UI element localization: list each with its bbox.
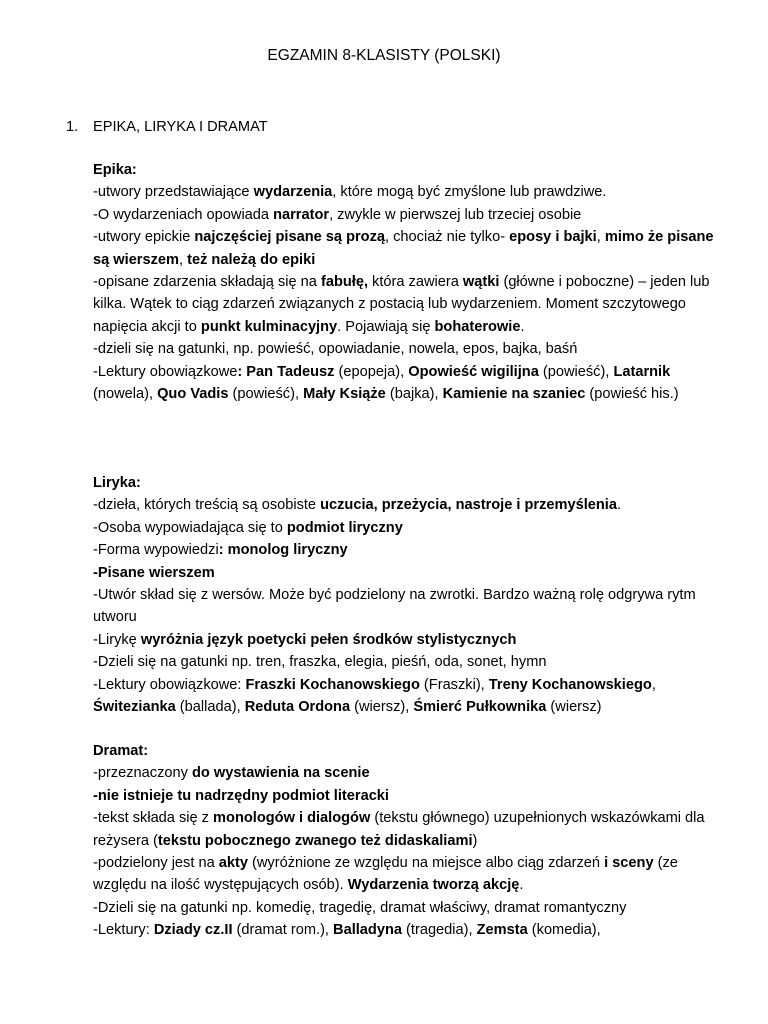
- paragraph-list: [93, 181, 723, 405]
- text-run: (tekstu głównego) uzupełnionych wskazówkami dla reżysera (: [93, 810, 705, 849]
- paragraph: [93, 674, 723, 719]
- bold-text: wyróżnia język poetycki pełen środków stylistycznych: [140, 631, 517, 648]
- section-heading: Dramat:: [93, 743, 149, 759]
- paragraph: [93, 762, 723, 784]
- text-run: (powieść),: [228, 386, 304, 403]
- text-run: -Forma wypowiedzi: [93, 542, 219, 559]
- text-run: -O wydarzeniach opowiada: [93, 206, 274, 223]
- bold-text: też należą do epiki: [187, 251, 316, 268]
- bold-text: wątki: [462, 274, 500, 291]
- text-run: -Dzieli się na gatunki np. tren, fraszka, elegia, pieśń, oda, sonet, hymn: [93, 654, 547, 671]
- paragraph: [93, 204, 723, 226]
- text-run: .: [519, 877, 524, 894]
- text-run: (wiersz),: [350, 699, 414, 716]
- paragraph: [93, 361, 723, 406]
- text-run: -Lektury:: [93, 922, 154, 939]
- text-run: , zwykle w pierwszej lub trzeciej osobie: [329, 206, 582, 223]
- bold-text: punkt kulminacyjny: [200, 318, 338, 335]
- text-run: -utwory przedstawiające: [93, 184, 254, 201]
- paragraph: [93, 562, 723, 584]
- text-run: ,: [179, 251, 188, 268]
- paragraph: [93, 807, 723, 852]
- bold-text: mimo że pisane są wierszem: [93, 229, 714, 268]
- paragraph: [93, 271, 723, 338]
- paragraph: [93, 919, 723, 941]
- paragraph: [93, 584, 723, 629]
- text-run: -dzieli się na gatunki, np. powieść, opowiadanie, nowela, epos, bajka, baśń: [93, 341, 578, 358]
- text-run: .: [520, 318, 525, 335]
- paragraph-list: [93, 762, 723, 941]
- bold-text: : monolog liryczny: [218, 542, 348, 559]
- bold-text: akty: [218, 855, 248, 872]
- text-run: (główne i poboczne) – jeden lub kilka. Wątek to ciąg zdarzeń związanych z postacią lub wydarzeniem. Moment szczytowego napięcia akcji to: [93, 274, 710, 335]
- bold-text: wydarzenia: [253, 184, 333, 201]
- bold-text: monologów i dialogów: [213, 810, 371, 827]
- paragraph: [93, 226, 723, 271]
- paragraph: [93, 494, 723, 516]
- bold-text: bohaterowie: [434, 318, 521, 335]
- text-run: -tekst składa się z: [93, 810, 214, 827]
- bold-text: Reduta Ordona: [244, 699, 351, 716]
- document-title: EGZAMIN 8-KLASISTY (POLSKI): [267, 47, 501, 64]
- text-run: ,: [651, 676, 656, 693]
- text-run: -Utwór skład się z wersów. Może być podzielony na zwrotki. Bardzo ważną rolę odgrywa rytm utworu: [93, 587, 696, 626]
- bold-text: najczęściej pisane są prozą: [194, 229, 386, 246]
- bold-text: Wydarzenia tworzą akcję: [347, 877, 520, 894]
- bold-text: i sceny: [604, 855, 654, 872]
- text-run: -Lirykę: [93, 631, 141, 648]
- bold-text: Dziady cz.II: [153, 922, 233, 939]
- paragraph: [93, 539, 723, 561]
- text-run: (wyróżnione ze względu na miejsce albo ciąg zdarzeń: [247, 855, 605, 872]
- text-run: -Lektury obowiązkowe:: [93, 676, 246, 693]
- text-run: -Dzieli się na gatunki np. komedię, tragedię, dramat właściwy, dramat romantyczny: [93, 899, 627, 916]
- text-run: (epopeja),: [334, 363, 409, 380]
- bold-text: eposy i bajki: [509, 229, 597, 246]
- bold-text: Fraszki Kochanowskiego: [245, 676, 420, 693]
- text-run: -przeznaczony: [93, 765, 192, 782]
- bold-text: Opowieść wigilijna: [408, 363, 539, 380]
- text-run: -podzielony jest na: [93, 855, 219, 872]
- paragraph: [93, 651, 723, 673]
- bold-text: Treny Kochanowskiego: [488, 676, 652, 693]
- text-run: (Fraszki),: [419, 676, 489, 693]
- bold-text: fabułę,: [320, 274, 368, 291]
- section-heading: Liryka:: [93, 475, 141, 491]
- bold-text: -Pisane wierszem: [93, 564, 215, 581]
- text-run: -Lektury obowiązkowe: [93, 363, 238, 380]
- paragraph-list: [93, 494, 723, 718]
- text-run: -Osoba wypowiadająca się to: [93, 519, 287, 536]
- text-run: (powieść),: [538, 363, 614, 380]
- bold-text: : Pan Tadeusz: [237, 363, 335, 380]
- bold-text: uczucia, przeżycia, nastroje i przemyślenia: [320, 497, 617, 514]
- text-run: , które mogą być zmyślone lub prawdziwe.: [332, 184, 607, 201]
- heading-text: EPIKA, LIRYKA I DRAMAT: [93, 119, 268, 135]
- text-run: (ze względu na ilość występujących osób).: [93, 855, 678, 894]
- text-run: (komedia),: [527, 922, 601, 939]
- text-run: (wiersz): [546, 699, 602, 716]
- section-heading-1: [66, 117, 268, 137]
- bold-text: Latarnik: [613, 363, 671, 380]
- paragraph: [93, 785, 723, 807]
- section-epika: [93, 159, 723, 405]
- bold-text: -nie istnieje tu nadrzędny podmiot literacki: [93, 787, 389, 804]
- text-run: ): [472, 832, 478, 849]
- bold-text: Balladyna: [333, 922, 402, 939]
- text-run: .: [616, 497, 622, 514]
- bold-text: do wystawienia na scenie: [191, 765, 370, 782]
- bold-text: Kamienie na szaniec: [442, 386, 586, 403]
- text-run: (powieść his.): [585, 386, 679, 403]
- section-heading: Epika:: [93, 162, 137, 178]
- paragraph: [93, 517, 723, 539]
- text-run: -dzieła, których treścią są osobiste: [93, 497, 321, 514]
- paragraph: [93, 181, 723, 203]
- paragraph: [93, 629, 723, 651]
- text-run: , chociaż nie tylko-: [385, 229, 510, 246]
- text-run: . Pojawiają się: [337, 318, 435, 335]
- paragraph: [93, 338, 723, 360]
- text-run: (dramat rom.),: [232, 922, 334, 939]
- bold-text: podmiot liryczny: [286, 519, 403, 536]
- text-run: która zawiera: [368, 274, 463, 291]
- bold-text: Świtezianka: [93, 699, 176, 716]
- text-run: (bajka),: [385, 386, 443, 403]
- text-run: (ballada),: [175, 699, 245, 716]
- paragraph: [93, 852, 723, 897]
- section-liryka: [93, 472, 723, 718]
- section-dramat: [93, 740, 723, 942]
- bold-text: tekstu pobocznego zwanego też didaskaliami: [157, 832, 473, 849]
- text-run: ,: [596, 229, 605, 246]
- bold-text: Mały Książe: [303, 386, 386, 403]
- bold-text: narrator: [273, 206, 330, 223]
- text-run: -opisane zdarzenia składają się na: [93, 274, 321, 291]
- text-run: (tragedia),: [402, 922, 477, 939]
- bold-text: Zemsta: [476, 922, 528, 939]
- list-number: 1.: [66, 119, 79, 135]
- paragraph: [93, 897, 723, 919]
- bold-text: Śmierć Pułkownika: [413, 699, 547, 716]
- bold-text: Quo Vadis: [157, 386, 229, 403]
- text-run: (nowela),: [93, 386, 158, 403]
- text-run: -utwory epickie: [93, 229, 195, 246]
